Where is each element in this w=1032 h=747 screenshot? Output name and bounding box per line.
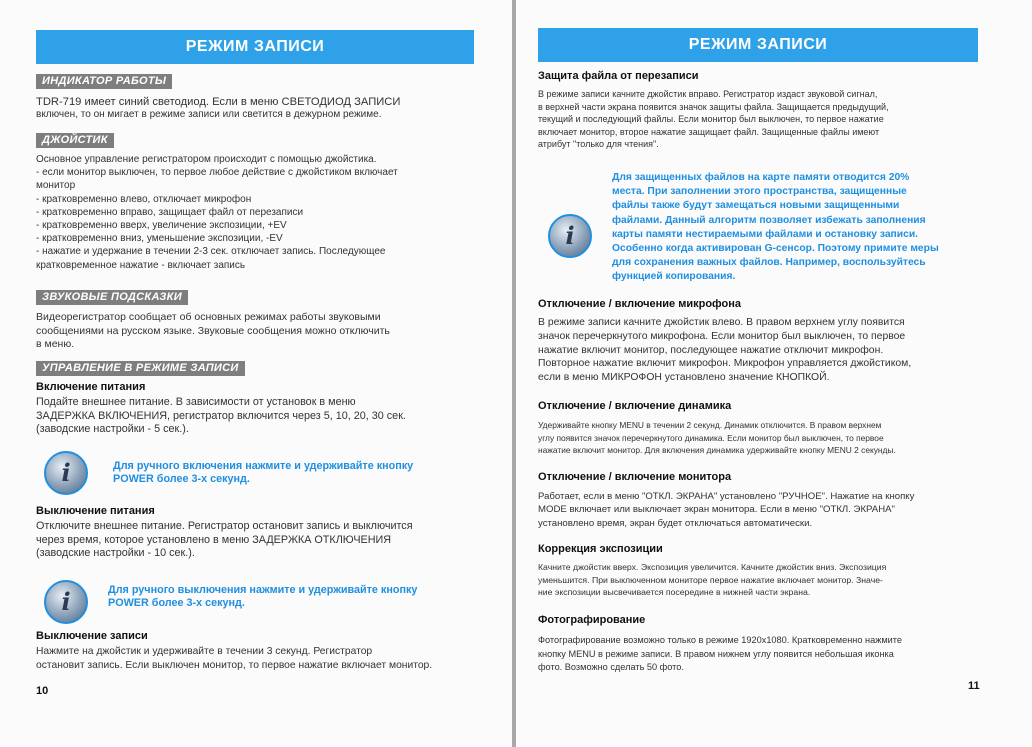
joystick-text: Основное управление регистратором происходит с помощью джойстика. - если монитор выключен, то первое любое действие с джойстиком включает монитор - кратковременно влево, отключает микрофон - кратковременно вправо, защищает файл от перезаписи - кратковременно вверх, увеличение экспозиции, +EV - кратковременно вниз, уменьшение экспозиции, -EV - нажатие и удержание в течении 2-3 сек. отключает запись. Последующее кратковременное нажатие - включает запись <box>36 154 398 271</box>
power-off-note: Для ручного выключения нажмите и удерживайте кнопку POWER более 3-х секунд. <box>108 584 418 609</box>
voice-text: Видеорегистратор сообщает об основных режимах работы звуковыми сообщениями на русском языке. Звуковые сообщения можно отключить в меню. <box>36 311 390 351</box>
power-off-heading: Выключение питания <box>36 505 155 517</box>
power-on-note: Для ручного включения нажмите и удерживайте кнопку POWER более 3-х секунд. <box>113 460 414 485</box>
page-number: 10 <box>36 685 49 697</box>
monitor-text: Работает, если в меню "ОТКЛ. ЭКРАНА" установлено "РУЧНОЕ". Нажатие на кнопку MODE включает или выключает экран монитора. Если в меню "ОТКЛ. ЭКРАНА" установлено время, экран будет отключаться автоматически. <box>538 491 915 529</box>
section-joystick-title: ДЖОЙСТИК <box>36 133 114 148</box>
exposure-text: Качните джойстик вверх. Экспозиция увеличится. Качните джойстик вниз. Экспозиция уменьшится. При выключенном мониторе первое нажатие включает монитор. Значе- ние экспозиции высвечивается посередине в нижней части экрана. <box>538 562 887 598</box>
speaker-text: Удерживайте кнопку MENU в течении 2 секунд. Динамик отключится. В правом верхнем углу появится значок перечеркнутого динамика. Если монитор был выключен, то первое нажатие включит монитор. Для включения динамика удерживайте кнопку MENU 2 секунды. <box>538 420 896 456</box>
speaker-heading: Отключение / включение динамика <box>538 400 732 412</box>
photo-heading: Фотографирование <box>538 614 646 626</box>
page-number: 11 <box>968 680 980 692</box>
info-icon: i <box>548 214 592 258</box>
protect-heading: Защита файла от перезаписи <box>538 70 699 82</box>
power-off-text: Отключите внешнее питание. Регистратор остановит запись и выключится через время, которое установлено в меню ЗАДЕРЖКА ОТКЛЮЧЕНИЯ (заводские настройки - 10 сек.). <box>36 520 413 560</box>
right-banner: РЕЖИМ ЗАПИСИ <box>538 28 978 62</box>
section-indicator-title: ИНДИКАТОР РАБОТЫ <box>36 74 172 89</box>
power-on-text: Подайте внешнее питание. В зависимости от установок в меню ЗАДЕРЖКА ВКЛЮЧЕНИЯ, регистратор включится через 5, 10, 20, 30 сек. (заводские настройки - 5 сек.). <box>36 396 406 436</box>
photo-text: Фотографирование возможно только в режиме 1920x1080. Кратковременно нажмите кнопку MENU в режиме записи. В правом нижнем углу появится небольшая иконка фото. Возможно сделать 50 фото. <box>538 635 903 673</box>
exposure-heading: Коррекция экспозиции <box>538 543 663 555</box>
info-icon: i <box>44 451 88 495</box>
left-page <box>0 0 512 747</box>
mic-heading: Отключение / включение микрофона <box>538 298 741 310</box>
rec-off-heading: Выключение записи <box>36 630 148 642</box>
section-voice-title: ЗВУКОВЫЕ ПОДСКАЗКИ <box>36 290 188 305</box>
mic-text: В режиме записи качните джойстик влево. В правом верхнем углу появится значок перечеркнутого микрофона. Если монитор был выключен, то первое нажатие включит монитор, последующее нажатие отключит микрофон. Повторное нажатие включит микрофон. Микрофон управляется джойстиком, если в меню МИКРОФОН установлено значение КНОПКОЙ. <box>538 317 912 384</box>
power-on-heading: Включение питания <box>36 381 146 393</box>
info-icon: i <box>44 580 88 624</box>
right-page <box>516 0 1032 747</box>
rec-off-text: Нажмите на джойстик и удерживайте в течении 3 секунд. Регистратор остановит запись. Если выключен монитор, то первое нажатие включает монитор. <box>36 646 433 671</box>
protect-text: В режиме записи качните джойстик вправо. Регистратор издаст звуковой сигнал, в верхней части экрана появится значок защиты файла. Защищается предыдущий, текущий и последующий файлы. Если монитор был выключен, то первое нажатие включает монитор, второе нажатие защищает файл. Защищенные файлы имеют атрибут "только для чтения". <box>538 89 889 150</box>
protect-note: Для защищенных файлов на карте памяти отводится 20% места. При заполнении этого пространства, защищенные файлы также будут замещаться новыми защищенными файлами. Данный алгоритм позволяет избежать заполнения карты памяти нестираемыми файлами и остановку записи. Особенно когда активирован G-сенсор. Поэтому примите меры для сохранения важных файлов. Например, воспользуйтесь функцией копирования. <box>612 172 939 283</box>
monitor-heading: Отключение / включение монитора <box>538 471 732 483</box>
indicator-text: TDR-719 имеет синий светодиод. Если в меню СВЕТОДИОД ЗАПИСИ включен, то он мигает в режиме записи или светится в дежурном режиме. <box>36 96 401 120</box>
section-control-title: УПРАВЛЕНИЕ В РЕЖИМЕ ЗАПИСИ <box>36 361 245 376</box>
left-banner: РЕЖИМ ЗАПИСИ <box>36 30 474 64</box>
